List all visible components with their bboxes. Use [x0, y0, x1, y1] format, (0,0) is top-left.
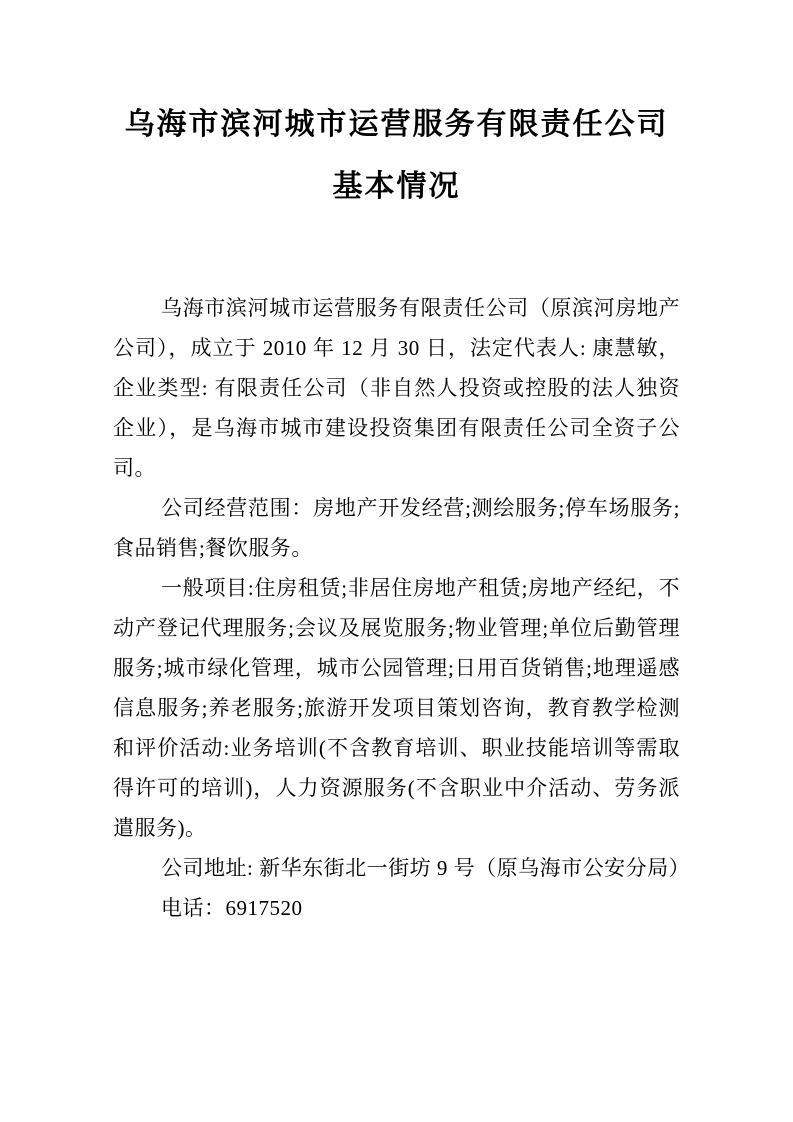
paragraph-phone: 电话：6917520: [161, 896, 303, 920]
paragraph-business-scope: 公司经营范围：房地产开发经营;测绘服务;停车场服务;食品销售;餐饮服务。: [113, 496, 680, 560]
document-body: [113, 288, 691, 928]
title-line-company-name: 乌海市滨河城市运营服务有限责任公司: [124, 108, 669, 141]
paragraph-general-items: 一般项目:住房租赁;非居住房地产租赁;房地产经纪，不动产登记代理服务;会议及展览服务;物业管理;单位后勤管理服务;城市绿化管理，城市公园管理;日用百货销售;地理遥感信息服务;养老服务;旅游开发项目策划咨询，教育教学检测和评价活动:业务培训(不含教育培训、职业技能培训等需取得许可的培训)，人力资源服务(不含职业中介活动、劳务派遣服务)。: [113, 576, 680, 840]
paragraph-company-overview: 乌海市滨河城市运营服务有限责任公司（原滨河房地产公司），成立于 2010 年 12 月 30 日，法定代表人: 康慧敏，企业类型: 有限责任公司（非自然人投资或控股的法人独资企业），是乌海市城市建设投资集团有限责任公司全资子公司。: [113, 296, 680, 480]
title-line-basic-info: 基本情况: [332, 170, 461, 203]
document-title: [0, 94, 793, 218]
paragraph-company-address: 公司地址: 新华东街北一街坊 9 号（原乌海市公安分局）: [161, 856, 691, 880]
